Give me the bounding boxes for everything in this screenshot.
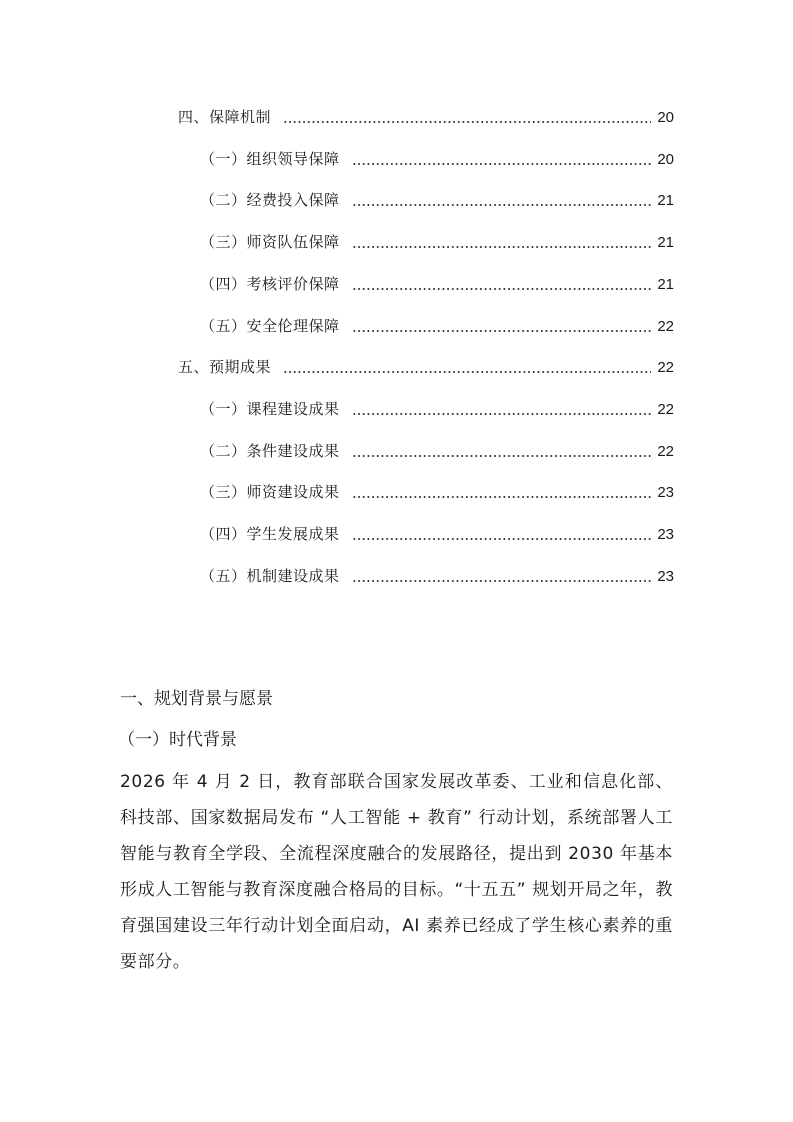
toc-dot-leader [352,413,652,415]
toc-entry[interactable] [200,481,674,503]
toc-entry-label: （四）考核评价保障 [200,274,340,293]
toc-dot-leader [352,204,652,206]
toc-entry[interactable] [200,189,674,211]
toc-entry[interactable] [200,565,674,587]
section-heading: 一、规划背景与愿景 [120,689,273,709]
toc-entry-label: （四）学生发展成果 [200,525,340,543]
body-paragraph: 2026 年 4 月 2 日，教育部联合国家发展改革委、工业和信息化部、科技部、国家数据局发布 “人工智能 + 教育” 行动计划，系统部署人工智能与教育全学段、全流程深度融合的发展路径，提出到 2030 年基本形成人工智能与教育深度融合格局的目标。“十五五” 规划开局之年，教育强国建设三年行动计划全面启动，AI 素养已经成了学生核心素养的重要部分。 [120,772,673,972]
toc-dot-leader [352,538,652,540]
toc-entry-page-number: 21 [657,192,674,210]
toc-dot-leader [352,496,652,498]
toc-entry-page-number: 21 [657,234,674,252]
toc-dot-leader [352,163,652,165]
toc-entry-label: （三）师资建设成果 [200,483,340,502]
toc-entry-page-number: 22 [657,400,674,418]
toc-entry[interactable] [178,106,674,128]
toc-entry-page-number: 20 [657,109,674,126]
toc-entry-label: （二）条件建设成果 [200,441,340,460]
toc-dot-leader [352,288,652,290]
toc-entry-page-number: 20 [657,150,674,168]
toc-entry-page-number: 22 [657,359,674,377]
toc-dot-leader [352,246,652,248]
toc-entry-label: 四、保障机制 [178,108,272,126]
toc-entry-page-number: 23 [657,567,674,585]
toc-entry-label: （二）经费投入保障 [200,191,340,210]
toc-entry-page-number: 21 [657,275,674,293]
toc-entry-page-number: 23 [657,484,674,502]
toc-entry-label: （一）课程建设成果 [200,399,340,418]
toc-dot-leader [352,580,652,582]
toc-entry-label: （一）组织领导保障 [200,149,340,168]
toc-dot-leader [352,455,652,457]
toc-entry-page-number: 23 [657,526,674,543]
section-subheading: （一）时代背景 [118,730,237,750]
toc-entry-label: （五）安全伦理保障 [200,316,340,335]
toc-entry[interactable] [200,315,674,337]
toc-entry-page-number: 22 [657,317,674,335]
toc-entry-page-number: 22 [657,442,674,460]
toc-dot-leader [283,121,651,123]
toc-entry[interactable] [200,273,674,295]
toc-entry-label: （三）师资队伍保障 [200,233,340,252]
toc-dot-leader [352,330,652,332]
toc-entry[interactable] [200,440,674,462]
toc-entry-label: 五、预期成果 [178,358,272,377]
toc-entry[interactable] [200,148,674,170]
toc-entry[interactable] [178,356,674,378]
toc-dot-leader [283,371,651,373]
toc-entry-label: （五）机制建设成果 [200,566,340,585]
toc-entry[interactable] [200,231,674,253]
toc-entry[interactable] [200,523,674,545]
toc-entry[interactable] [200,398,674,420]
